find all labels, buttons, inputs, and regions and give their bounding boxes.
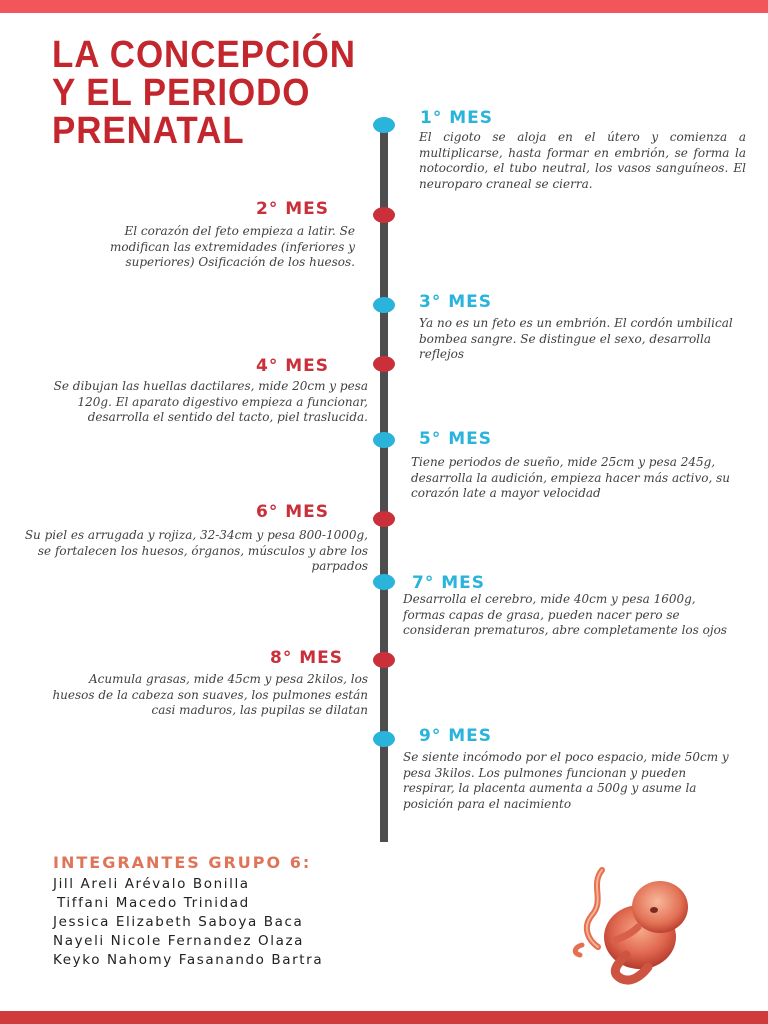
month-2-text: El corazón del feto empieza a latir. Se modifican las extremidades (inferiores y superiores) Osificación de los huesos.	[109, 224, 355, 269]
month-8-text: Acumula grasas, mide 45cm y pesa 2kilos, los huesos de la cabeza son suaves, los pulmones están casi maduros, las pupilas se dilatan	[52, 672, 368, 717]
top-accent-bar	[0, 0, 768, 13]
timeline-dot-8	[373, 652, 395, 668]
month-3-label: 3° MES	[419, 292, 493, 312]
month-9-text: Se siente incómodo por el poco espacio, mide 50cm y pesa 3kilos. Los pulmones funcionan y pueden respirar, la placenta aumenta a 500g y asume la posición para el nacimiento	[403, 750, 729, 811]
timeline-dot-3	[373, 297, 395, 313]
timeline-dot-4	[373, 356, 395, 372]
month-4-label: 4° MES	[256, 356, 330, 376]
month-7-label: 7° MES	[412, 573, 486, 593]
fetus-illustration	[530, 855, 710, 995]
timeline-dot-5	[373, 432, 395, 448]
team-member-4: Nayeli Nicole Fernandez Olaza	[53, 933, 305, 949]
timeline-dot-2	[373, 207, 395, 223]
month-4-text: Se dibujan las huellas dactilares, mide 20cm y pesa 120g. El aparato digestivo empieza a funcionar, desarrolla el sentido del tacto, piel traslucida.	[53, 379, 368, 424]
month-5-label: 5° MES	[419, 429, 493, 449]
team-member-2: Tiffani Macedo Trinidad	[57, 895, 250, 911]
timeline-dot-7	[373, 574, 395, 590]
timeline-dot-1	[373, 117, 395, 133]
month-1-label: 1° MES	[420, 108, 494, 128]
month-9-label: 9° MES	[419, 726, 493, 746]
team-member-1: Jill Areli Arévalo Bonilla	[53, 876, 250, 892]
month-1-text: El cigoto se aloja en el útero y comienza a multiplicarse, hasta formar en embrión, se forma la notocordio, el tubo neutral, los vasos sanguíneos. El neuroparo craneal se cierra.	[419, 130, 746, 191]
month-7-text: Desarrolla el cerebro, mide 40cm y pesa 1600g, formas capas de grasa, pueden nacer pero se consideran prematuros, abre completamente los ojos	[403, 592, 727, 637]
bottom-accent-bar	[0, 1011, 768, 1024]
month-3-text: Ya no es un feto es un embrión. El cordón umbilical bombea sangre. Se distingue el sexo, desarrolla reflejos	[419, 316, 733, 361]
timeline-dot-6	[373, 511, 395, 527]
team-member-3: Jessica Elizabeth Saboya Baca	[53, 914, 304, 930]
month-6-text: Su piel es arrugada y rojiza, 32-34cm y pesa 800-1000g, se fortalecen los huesos, órganos, músculos y abre los parpados	[24, 528, 368, 573]
title-line-3: PRENATAL	[52, 110, 245, 152]
month-5-text: Tiene periodos de sueño, mide 25cm y pesa 245g, desarrolla la audición, empieza hacer más activo, su corazón late a mayor velocidad	[411, 455, 730, 500]
month-2-label: 2° MES	[256, 199, 330, 219]
title-line-2: Y EL PERIODO	[52, 72, 311, 114]
title-line-1: LA CONCEPCIÓN	[52, 34, 356, 76]
page-title	[52, 36, 365, 150]
team-title: INTEGRANTES GRUPO 6:	[53, 853, 312, 872]
timeline-dot-9	[373, 731, 395, 747]
month-8-label: 8° MES	[270, 648, 344, 668]
team-member-5: Keyko Nahomy Fasanando Bartra	[53, 952, 324, 968]
month-6-label: 6° MES	[256, 502, 330, 522]
